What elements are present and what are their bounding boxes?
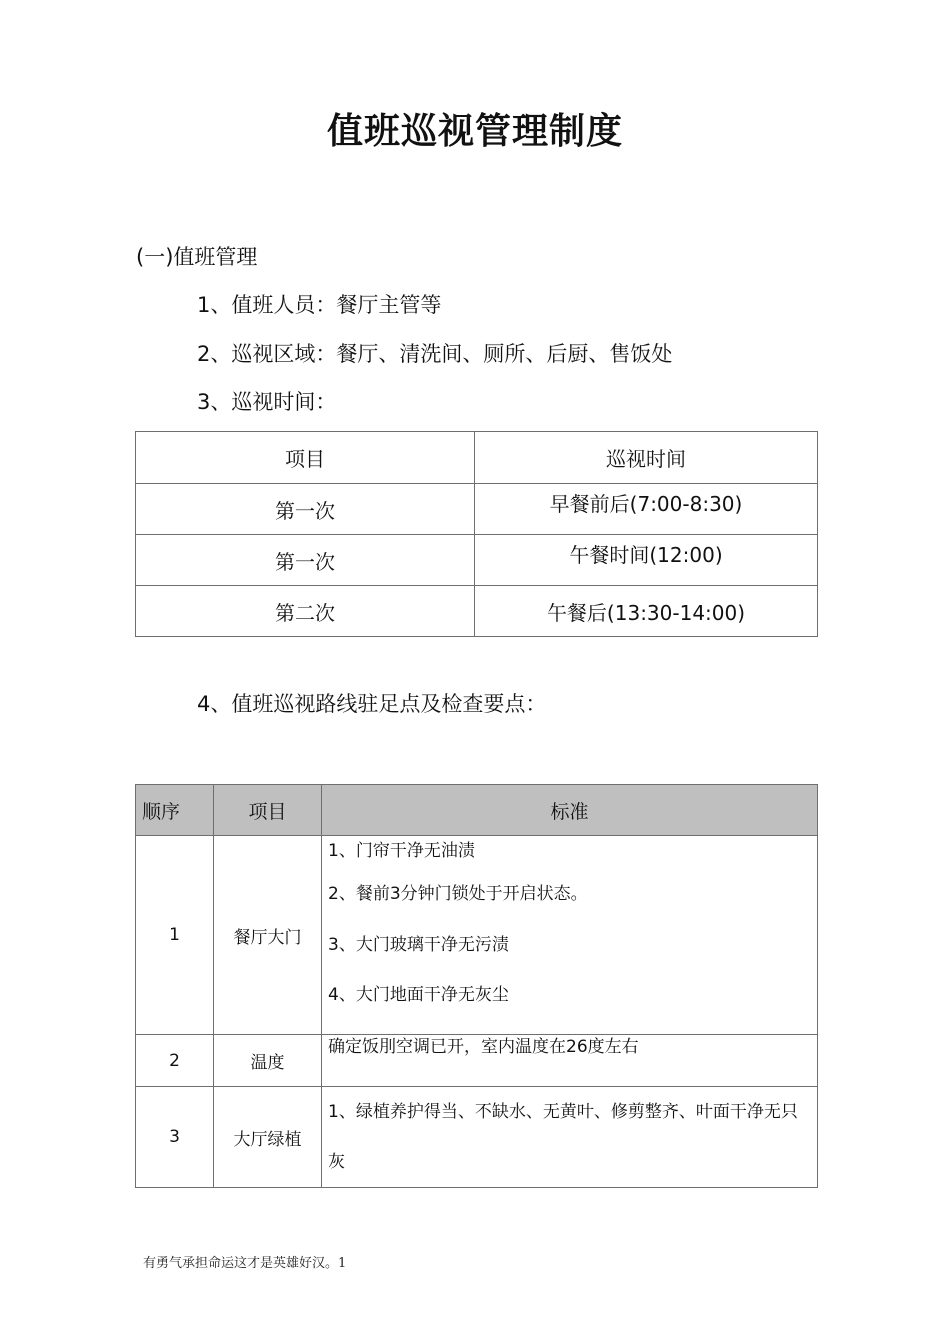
document-title: 值班巡视管理制度	[326, 111, 623, 152]
column-header: 顺序	[136, 785, 214, 836]
column-header: 项目	[136, 432, 475, 484]
checkpoint-table	[135, 784, 818, 1188]
patrol-schedule-table	[135, 431, 818, 637]
item-cell: 大厅绿植	[214, 1087, 322, 1188]
table-row	[136, 535, 818, 586]
column-header: 标准	[322, 785, 818, 836]
standard-cell	[322, 1035, 818, 1087]
schedule-time-cell: 午餐后(13:30-14:00)	[475, 586, 818, 637]
schedule-time-cell: 午餐时间(12:00)	[475, 535, 818, 586]
schedule-item-cell: 第二次	[136, 586, 475, 637]
patrol-area-line: 2、巡视区域：餐厅、清洗间、厕所、后厨、售饭处	[197, 342, 673, 366]
order-cell: 1	[136, 836, 214, 1035]
table-row	[136, 1087, 818, 1188]
standard-cell	[322, 836, 818, 1035]
standard-cell	[322, 1087, 818, 1188]
column-header: 项目	[214, 785, 322, 836]
route-heading-line: 4、值班巡视路线驻足点及检查要点：	[197, 692, 547, 716]
item-cell: 温度	[214, 1035, 322, 1087]
standard-line: 2、餐前3分钟门锁处于开启状态。	[328, 884, 588, 904]
table-row	[136, 836, 818, 1035]
standard-line: 3、大门玻璃干净无污渍	[328, 935, 509, 955]
table-row	[136, 586, 818, 637]
page-footer: 有勇气承担命运这才是英雄好汉。1	[143, 1256, 347, 1271]
standard-line: 确定饭刖空调已开，室内温度在26度左右	[328, 1037, 639, 1057]
schedule-item-cell: 第一次	[136, 484, 475, 535]
order-cell: 3	[136, 1087, 214, 1188]
column-header: 巡视时间	[475, 432, 818, 484]
schedule-time-cell: 早餐前后(7:00-8:30)	[475, 484, 818, 535]
item-cell: 餐厅大门	[214, 836, 322, 1035]
standard-line: 1、绿植养护得当、不缺水、无黄叶、修剪整齐、叶面干净无只灰	[328, 1102, 798, 1172]
section-heading: (一)值班管理	[136, 245, 258, 269]
table-header-row	[136, 432, 818, 484]
standard-line: 4、大门地面干净无灰尘	[328, 985, 509, 1005]
table-header-row	[136, 785, 818, 836]
schedule-item-cell: 第一次	[136, 535, 475, 586]
patrol-time-line: 3、巡视时间：	[197, 390, 337, 414]
table-row	[136, 484, 818, 535]
table-row	[136, 1035, 818, 1087]
order-cell: 2	[136, 1035, 214, 1087]
standard-line: 1、门帘干净无油渍	[328, 841, 475, 861]
duty-staff-line: 1、值班人员：餐厅主管等	[197, 293, 442, 317]
